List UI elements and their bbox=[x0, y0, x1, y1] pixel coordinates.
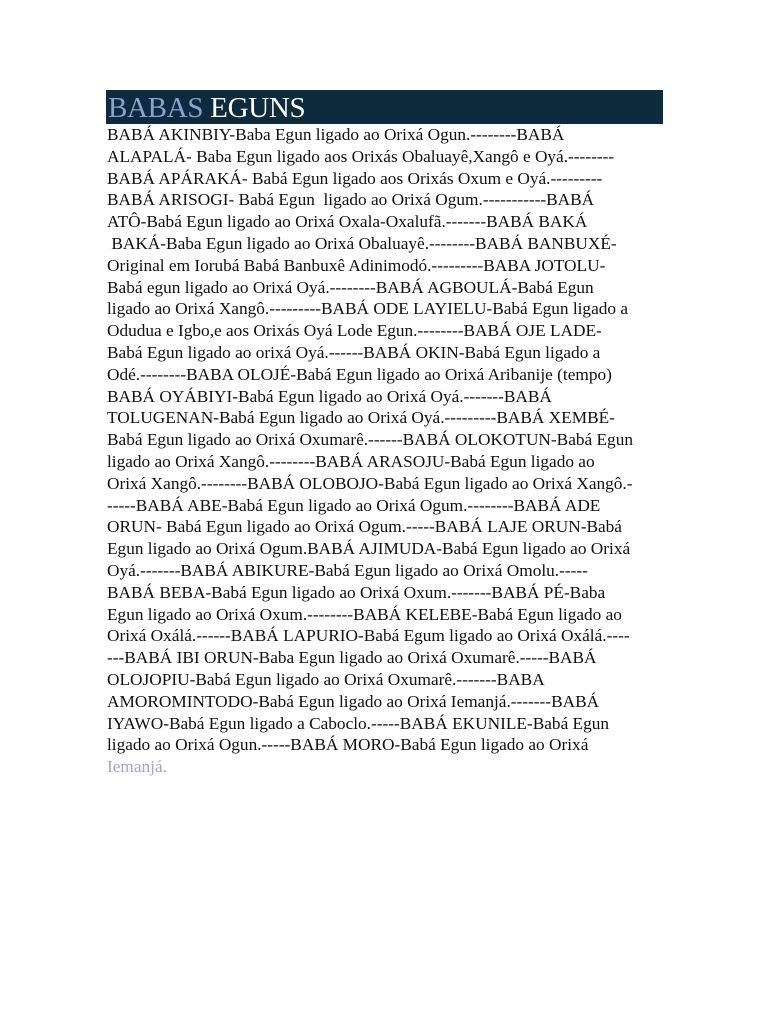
text-line: Babá Egun ligado ao orixá Oyá.------BABÁ OKIN-Babá Egun ligado a bbox=[107, 342, 601, 362]
title-rest: EGUNS bbox=[203, 92, 306, 124]
text-line: ligado ao Orixá Xangô.---------BABÁ ODE LAYIELU-Babá Egun ligado a bbox=[107, 299, 629, 319]
text-line: OLOJOPIU-Babá Egun ligado ao Orixá Oxumarê.-------BABA bbox=[107, 669, 545, 689]
text-line: ligado ao Orixá Ogun.-----BABÁ MORO-Babá Egun ligado ao Orixá bbox=[107, 735, 589, 755]
text-line: BABÁ OYÁBIYI-Babá Egun ligado ao Orixá Oyá.-------BABÁ bbox=[107, 386, 552, 406]
text-line: BABÁ APÁRAKÁ- Babá Egun ligado aos Orixás Oxum e Oyá.--------- bbox=[107, 168, 603, 188]
text-line: TOLUGENAN-Babá Egun ligado ao Orixá Oyá.---------BABÁ XEMBÉ- bbox=[107, 408, 615, 428]
text-line: Original em Iorubá Babá Banbuxê Adinimodó.---------BABA JOTOLU- bbox=[107, 255, 606, 275]
text-line: BAKÁ-Baba Egun ligado ao Orixá Obaluayê.--------BABÁ BANBUXÉ- bbox=[107, 233, 617, 253]
document-title bbox=[106, 90, 663, 124]
text-line: ORUN- Babá Egun ligado ao Orixá Ogum.-----BABÁ LAJE ORUN-Babá bbox=[107, 517, 622, 537]
text-line: BABÁ BEBA-Babá Egun ligado ao Orixá Oxum.-------BABÁ PÉ-Baba bbox=[107, 582, 606, 602]
text-line: ligado ao Orixá Xangô.--------BABÁ ARASOJU-Babá Egun ligado ao bbox=[107, 451, 595, 471]
title-highlight: BABAS bbox=[108, 92, 204, 124]
document-body bbox=[107, 124, 667, 778]
text-line: Egun ligado ao Orixá Oxum.--------BABÁ KELEBE-Babá Egun ligado ao bbox=[107, 604, 622, 624]
text-line: Babá Egun ligado ao Orixá Oxumarê.------BABÁ OLOKOTUN-Babá Egun bbox=[107, 430, 633, 450]
text-line: Orixá Xangô.--------BABÁ OLOBOJO-Babá Egun ligado ao Orixá Xangô.- bbox=[107, 473, 633, 493]
text-line: Oyá.-------BABÁ ABIKURE-Babá Egun ligado ao Orixá Omolu.----- bbox=[107, 560, 588, 580]
text-line: -----BABÁ ABE-Babá Egun ligado ao Orixá Ogum.--------BABÁ ADE bbox=[107, 495, 601, 515]
text-line: Egun ligado ao Orixá Ogum.BABÁ AJIMUDA-Babá Egun ligado ao Orixá bbox=[107, 539, 631, 559]
text-line: AMOROMINTODO-Babá Egun ligado ao Orixá Iemanjá.-------BABÁ bbox=[107, 691, 600, 711]
text-line: BABÁ AKINBIY-Baba Egun ligado ao Orixá Ogun.--------BABÁ bbox=[107, 125, 565, 144]
text-line-last: Iemanjá. bbox=[107, 757, 167, 777]
text-line: Odudua e Igbo,e aos Orixás Oyá Lode Egun.--------BABÁ OJE LADE- bbox=[107, 321, 602, 341]
text-line: Babá egun ligado ao Orixá Oyá.--------BABÁ AGBOULÁ-Babá Egun bbox=[107, 277, 594, 297]
text-line: ATÔ-Babá Egun ligado ao Orixá Oxala-Oxalufã.-------BABÁ BAKÁ bbox=[107, 212, 588, 232]
text-line: BABÁ ARISOGI- Babá Egun ligado ao Orixá Ogum.-----------BABÁ bbox=[107, 190, 595, 210]
text-line: ---BABÁ IBI ORUN-Baba Egun ligado ao Orixá Oxumarê.-----BABÁ bbox=[107, 648, 597, 668]
text-line: ALAPALÁ- Baba Egun ligado aos Orixás Obaluayê,Xangô e Oyá.-------- bbox=[107, 146, 615, 166]
text-line: IYAWO-Babá Egun ligado a Caboclo.-----BABÁ EKUNILE-Babá Egun bbox=[107, 713, 610, 733]
text-line: Orixá Oxálá.------BABÁ LAPURIO-Babá Egum ligado ao Orixá Oxálá.---- bbox=[107, 626, 630, 646]
text-line: Odé.--------BABA OLOJÉ-Babá Egun ligado ao Orixá Aribanije (tempo) bbox=[107, 364, 612, 384]
